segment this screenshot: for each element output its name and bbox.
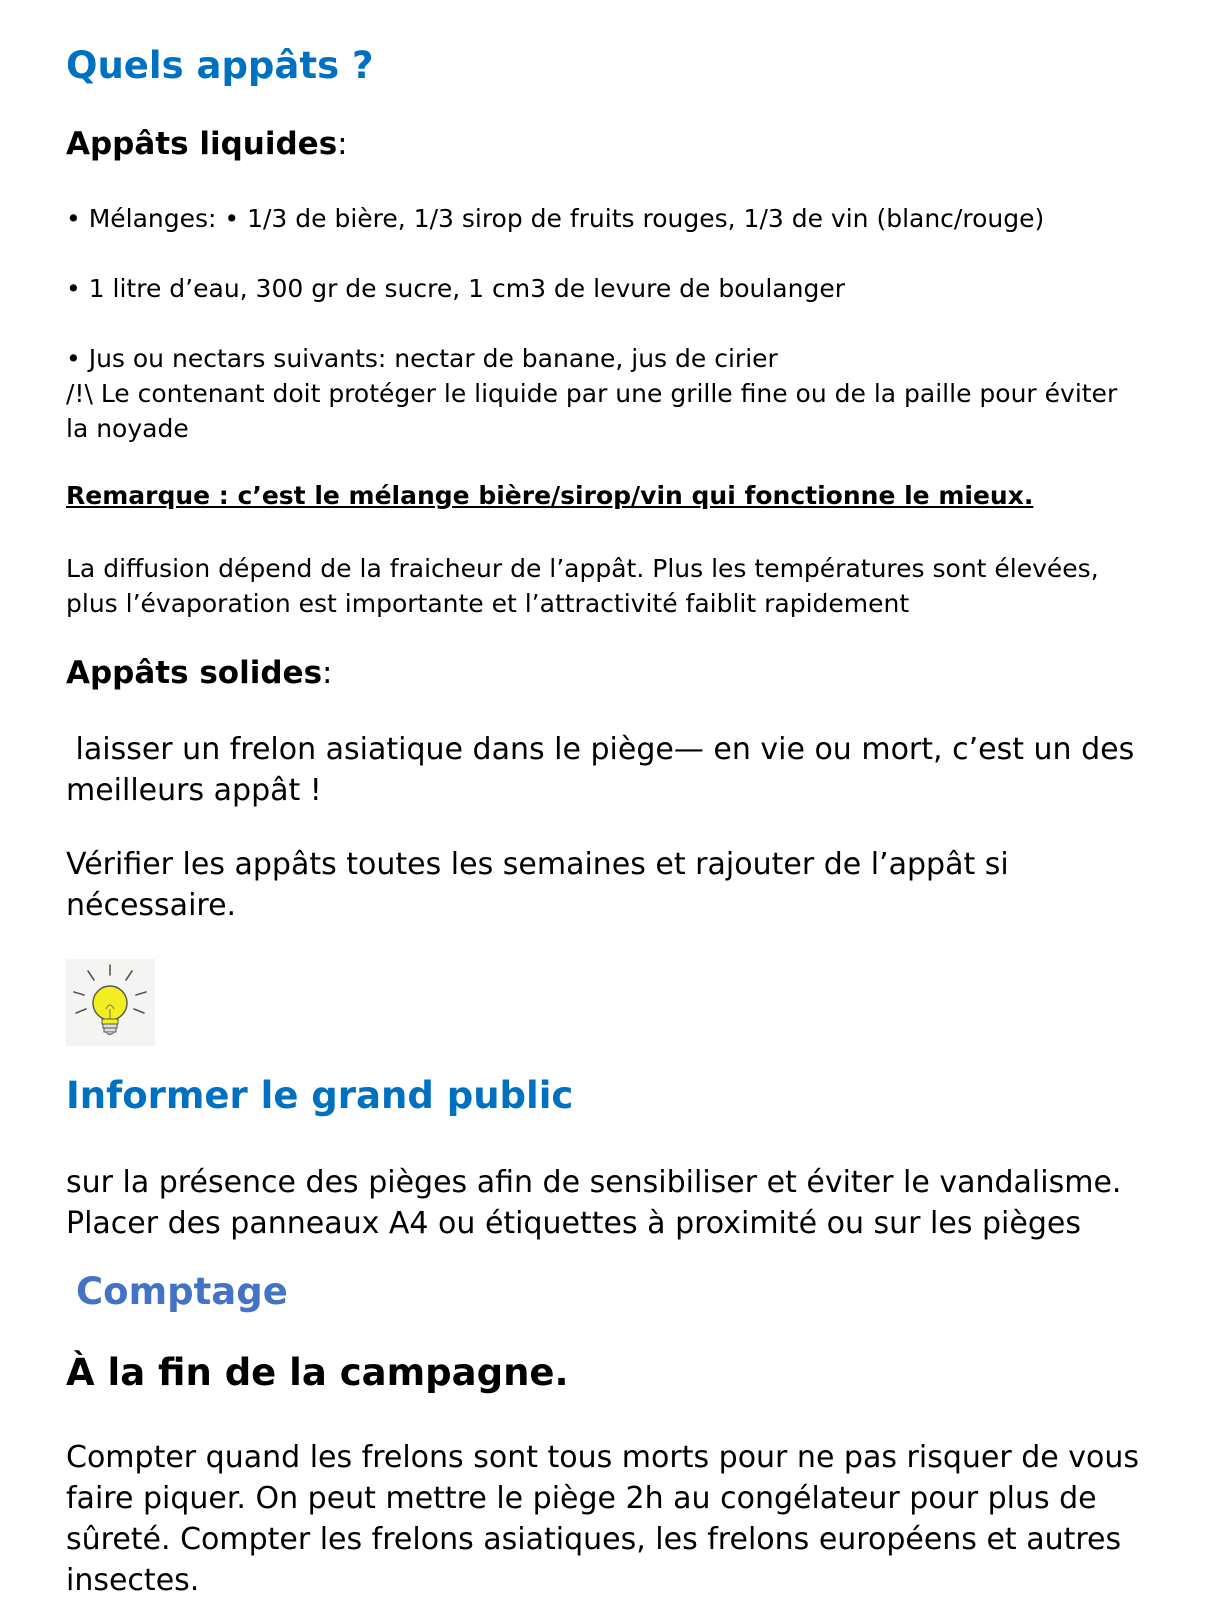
count-line1: Compter quand les frelons sont tous morts pour ne pas risquer de vous bbox=[66, 1440, 1139, 1475]
solid-bait-heading bbox=[66, 655, 332, 691]
liquid-bait-heading-colon: : bbox=[337, 126, 348, 162]
solid-text1-line2: meilleurs appât ! bbox=[66, 773, 322, 808]
diffusion-line2: plus l’évaporation est importante et l’attractivité faiblit rapidement bbox=[66, 589, 910, 618]
liquid-item-mix: • Mélanges: • 1/3 de bière, 1/3 sirop de fruits rouges, 1/3 de vin (blanc/rouge) bbox=[66, 204, 1045, 233]
remark: Remarque : c’est le mélange bière/sirop/vin qui fonctionne le mieux. bbox=[66, 481, 1034, 510]
public-line2: Placer des panneaux A4 ou étiquettes à proximité ou sur les pièges bbox=[66, 1206, 1081, 1241]
solid-text2-line2: nécessaire. bbox=[66, 888, 237, 923]
liquid-warning-line1: /!\ Le contenant doit protéger le liquide par une grille fine ou de la paille pour éviter bbox=[66, 379, 1118, 408]
liquid-warning-line2: la noyade bbox=[66, 414, 189, 443]
page-title: Quels appâts ? bbox=[66, 44, 374, 87]
liquid-item-juice: • Jus ou nectars suivants: nectar de banane, jus de cirier bbox=[66, 344, 778, 373]
public-heading: Informer le grand public bbox=[66, 1074, 574, 1117]
count-line4: insectes. bbox=[66, 1563, 200, 1598]
lightbulb-icon bbox=[66, 959, 155, 1046]
count-subheading: À la fin de la campagne. bbox=[66, 1351, 569, 1394]
liquid-bait-heading bbox=[66, 126, 348, 162]
liquid-item-water: • 1 litre d’eau, 300 gr de sucre, 1 cm3 de levure de boulanger bbox=[66, 274, 845, 303]
diffusion-line1: La diffusion dépend de la fraicheur de l’appât. Plus les températures sont élevées, bbox=[66, 554, 1099, 583]
public-line1: sur la présence des pièges afin de sensibiliser et éviter le vandalisme. bbox=[66, 1165, 1122, 1200]
solid-text1-line1: laisser un frelon asiatique dans le piège— en vie ou mort, c’est un des bbox=[66, 732, 1135, 767]
solid-bait-heading-colon: : bbox=[322, 655, 333, 691]
solid-text2-line1: Vérifier les appâts toutes les semaines et rajouter de l’appât si bbox=[66, 847, 1009, 882]
solid-bait-heading-text: Appâts solides bbox=[66, 655, 323, 691]
count-line2: faire piquer. On peut mettre le piège 2h au congélateur pour plus de bbox=[66, 1481, 1097, 1516]
count-heading: Comptage bbox=[76, 1270, 288, 1313]
count-line3: sûreté. Compter les frelons asiatiques, les frelons européens et autres bbox=[66, 1522, 1122, 1557]
liquid-bait-heading-text: Appâts liquides bbox=[66, 126, 338, 162]
